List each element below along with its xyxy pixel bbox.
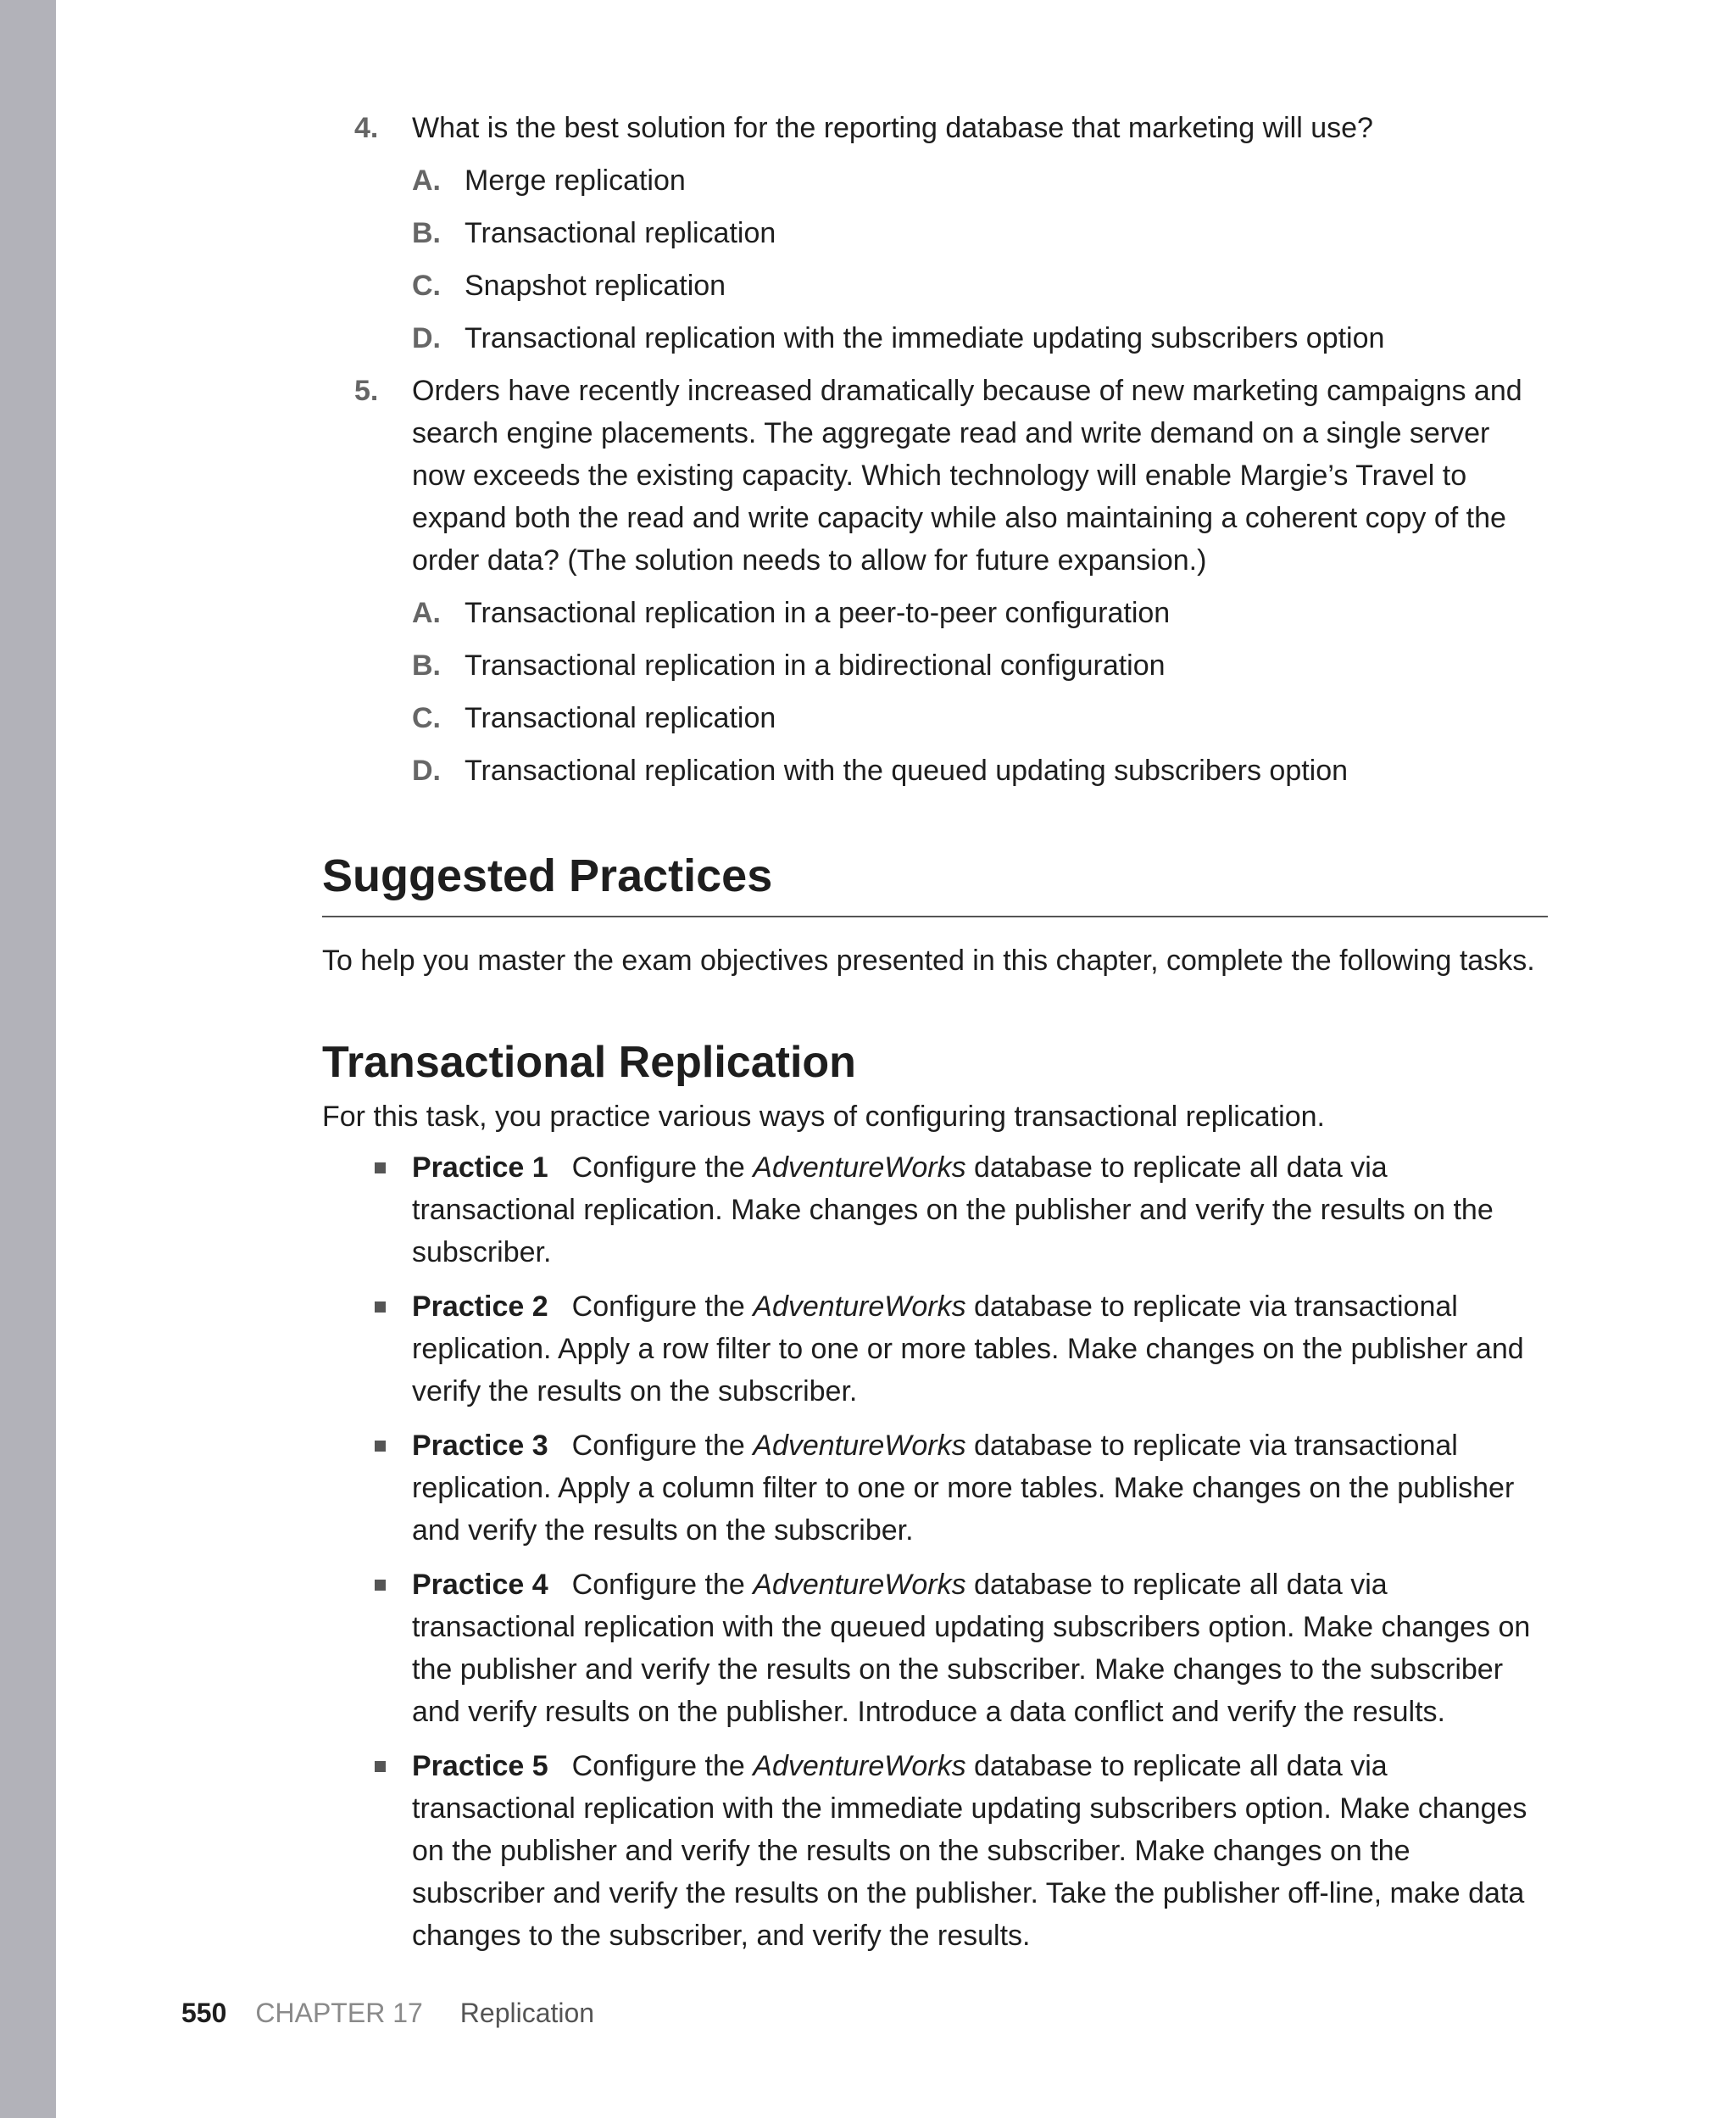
practice-label: Practice 1 xyxy=(412,1151,548,1184)
square-bullet-icon xyxy=(375,1580,386,1591)
option-text: Transactional replication in a peer-to-peer configuration xyxy=(465,597,1171,629)
answer-option-c xyxy=(412,697,1548,739)
option-letter: B. xyxy=(412,649,441,682)
practice-text-post: database to replicate via transactional replication. Apply a column filter to one or more tables. Make changes on the publisher and verify the results on the subscriber. xyxy=(412,1430,1515,1547)
practice-label: Practice 5 xyxy=(412,1750,548,1782)
square-bullet-icon xyxy=(375,1761,386,1772)
answer-option-b xyxy=(412,212,1548,254)
practice-item-5 xyxy=(322,1745,1548,1957)
question-4 xyxy=(322,107,1548,360)
question-text: Orders have recently increased dramatically because of new marketing campaigns and search engine placements. The aggregate read and write demand on a single server now exceeds the existing capacity. Which technology will enable Margie’s Travel to expand both the read and write capacity while also maintaining a coherent copy of the order data? (The solution needs to allow for future expansion.) xyxy=(412,375,1522,577)
section-intro: To help you master the exam objectives presented in this chapter, complete the following tasks. xyxy=(322,945,1535,977)
practice-label: Practice 3 xyxy=(412,1430,548,1462)
answer-options xyxy=(412,592,1548,792)
option-letter: C. xyxy=(412,702,441,734)
practice-list xyxy=(322,1146,1548,1957)
question-number: 4. xyxy=(354,112,379,144)
page-content xyxy=(322,107,1548,1969)
chapter-label: CHAPTER 17 xyxy=(255,1998,423,2028)
option-letter: C. xyxy=(412,270,441,302)
question-5 xyxy=(322,370,1548,792)
square-bullet-icon xyxy=(375,1301,386,1313)
answer-option-d xyxy=(412,750,1548,792)
practice-text-pre: Configure the xyxy=(571,1569,754,1601)
square-bullet-icon xyxy=(375,1441,386,1452)
option-text: Snapshot replication xyxy=(465,270,726,302)
section-heading: Suggested Practices xyxy=(322,846,1548,917)
option-letter: A. xyxy=(412,164,441,197)
practice-text-pre: Configure the xyxy=(571,1430,754,1462)
option-text: Transactional replication with the immediate updating subscribers option xyxy=(465,322,1385,354)
practice-text-post: database to replicate all data via transactional replication with the queued updating subscribers option. Make changes on the publisher and verify the results on the subscriber. Make changes to the subscriber and verify results on the publisher. Introduce a data conflict and verify the results. xyxy=(412,1569,1531,1728)
option-letter: B. xyxy=(412,217,441,249)
answer-option-b xyxy=(412,644,1548,687)
answer-option-a xyxy=(412,159,1548,202)
practice-label: Practice 2 xyxy=(412,1290,548,1323)
answer-option-a xyxy=(412,592,1548,634)
option-letter: D. xyxy=(412,755,441,787)
practice-database-name: AdventureWorks xyxy=(753,1569,966,1601)
answer-option-c xyxy=(412,265,1548,307)
option-text: Transactional replication xyxy=(465,217,776,249)
practice-text-pre: Configure the xyxy=(571,1151,754,1184)
page-footer xyxy=(181,1996,594,2030)
practice-database-name: AdventureWorks xyxy=(753,1151,966,1184)
option-text: Merge replication xyxy=(465,164,686,197)
question-text: What is the best solution for the reporting database that marketing will use? xyxy=(412,112,1373,144)
practice-item-3 xyxy=(322,1424,1548,1552)
option-letter: A. xyxy=(412,597,441,629)
practice-database-name: AdventureWorks xyxy=(753,1750,966,1782)
practice-text-pre: Configure the xyxy=(571,1290,754,1323)
subsection-heading: Transactional Replication xyxy=(322,1038,856,1087)
question-number: 5. xyxy=(354,375,379,407)
practice-item-2 xyxy=(322,1285,1548,1413)
option-text: Transactional replication in a bidirectional configuration xyxy=(465,649,1166,682)
square-bullet-icon xyxy=(375,1162,386,1173)
subsection-intro: For this task, you practice various ways of configuring transactional replication. xyxy=(322,1101,1325,1133)
chapter-title: Replication xyxy=(459,1998,595,2028)
option-text: Transactional replication with the queued updating subscribers option xyxy=(465,755,1349,787)
page-margin-bar xyxy=(0,0,56,2118)
answer-option-d xyxy=(412,317,1548,360)
practice-database-name: AdventureWorks xyxy=(753,1290,966,1323)
page-number: 550 xyxy=(181,1998,227,2028)
practice-text-post: database to replicate all data via transactional replication with the immediate updating subscribers option. Make changes on the publisher and verify the results on the subscriber. Make changes on the subscriber and verify the results on the publisher. Take the publisher off-line, make data changes to the subscriber, and verify the results. xyxy=(412,1750,1527,1952)
answer-options xyxy=(412,159,1548,360)
practice-text-post: database to replicate via transactional replication. Apply a row filter to one or more tables. Make changes on the publisher and verify the results on the subscriber. xyxy=(412,1290,1524,1407)
practice-text-pre: Configure the xyxy=(571,1750,754,1782)
option-letter: D. xyxy=(412,322,441,354)
practice-database-name: AdventureWorks xyxy=(753,1430,966,1462)
option-text: Transactional replication xyxy=(465,702,776,734)
practice-text-post: database to replicate all data via transactional replication. Make changes on the publisher and verify the results on the subscriber. xyxy=(412,1151,1494,1268)
practice-item-1 xyxy=(322,1146,1548,1274)
practice-item-4 xyxy=(322,1563,1548,1733)
practice-label: Practice 4 xyxy=(412,1569,548,1601)
